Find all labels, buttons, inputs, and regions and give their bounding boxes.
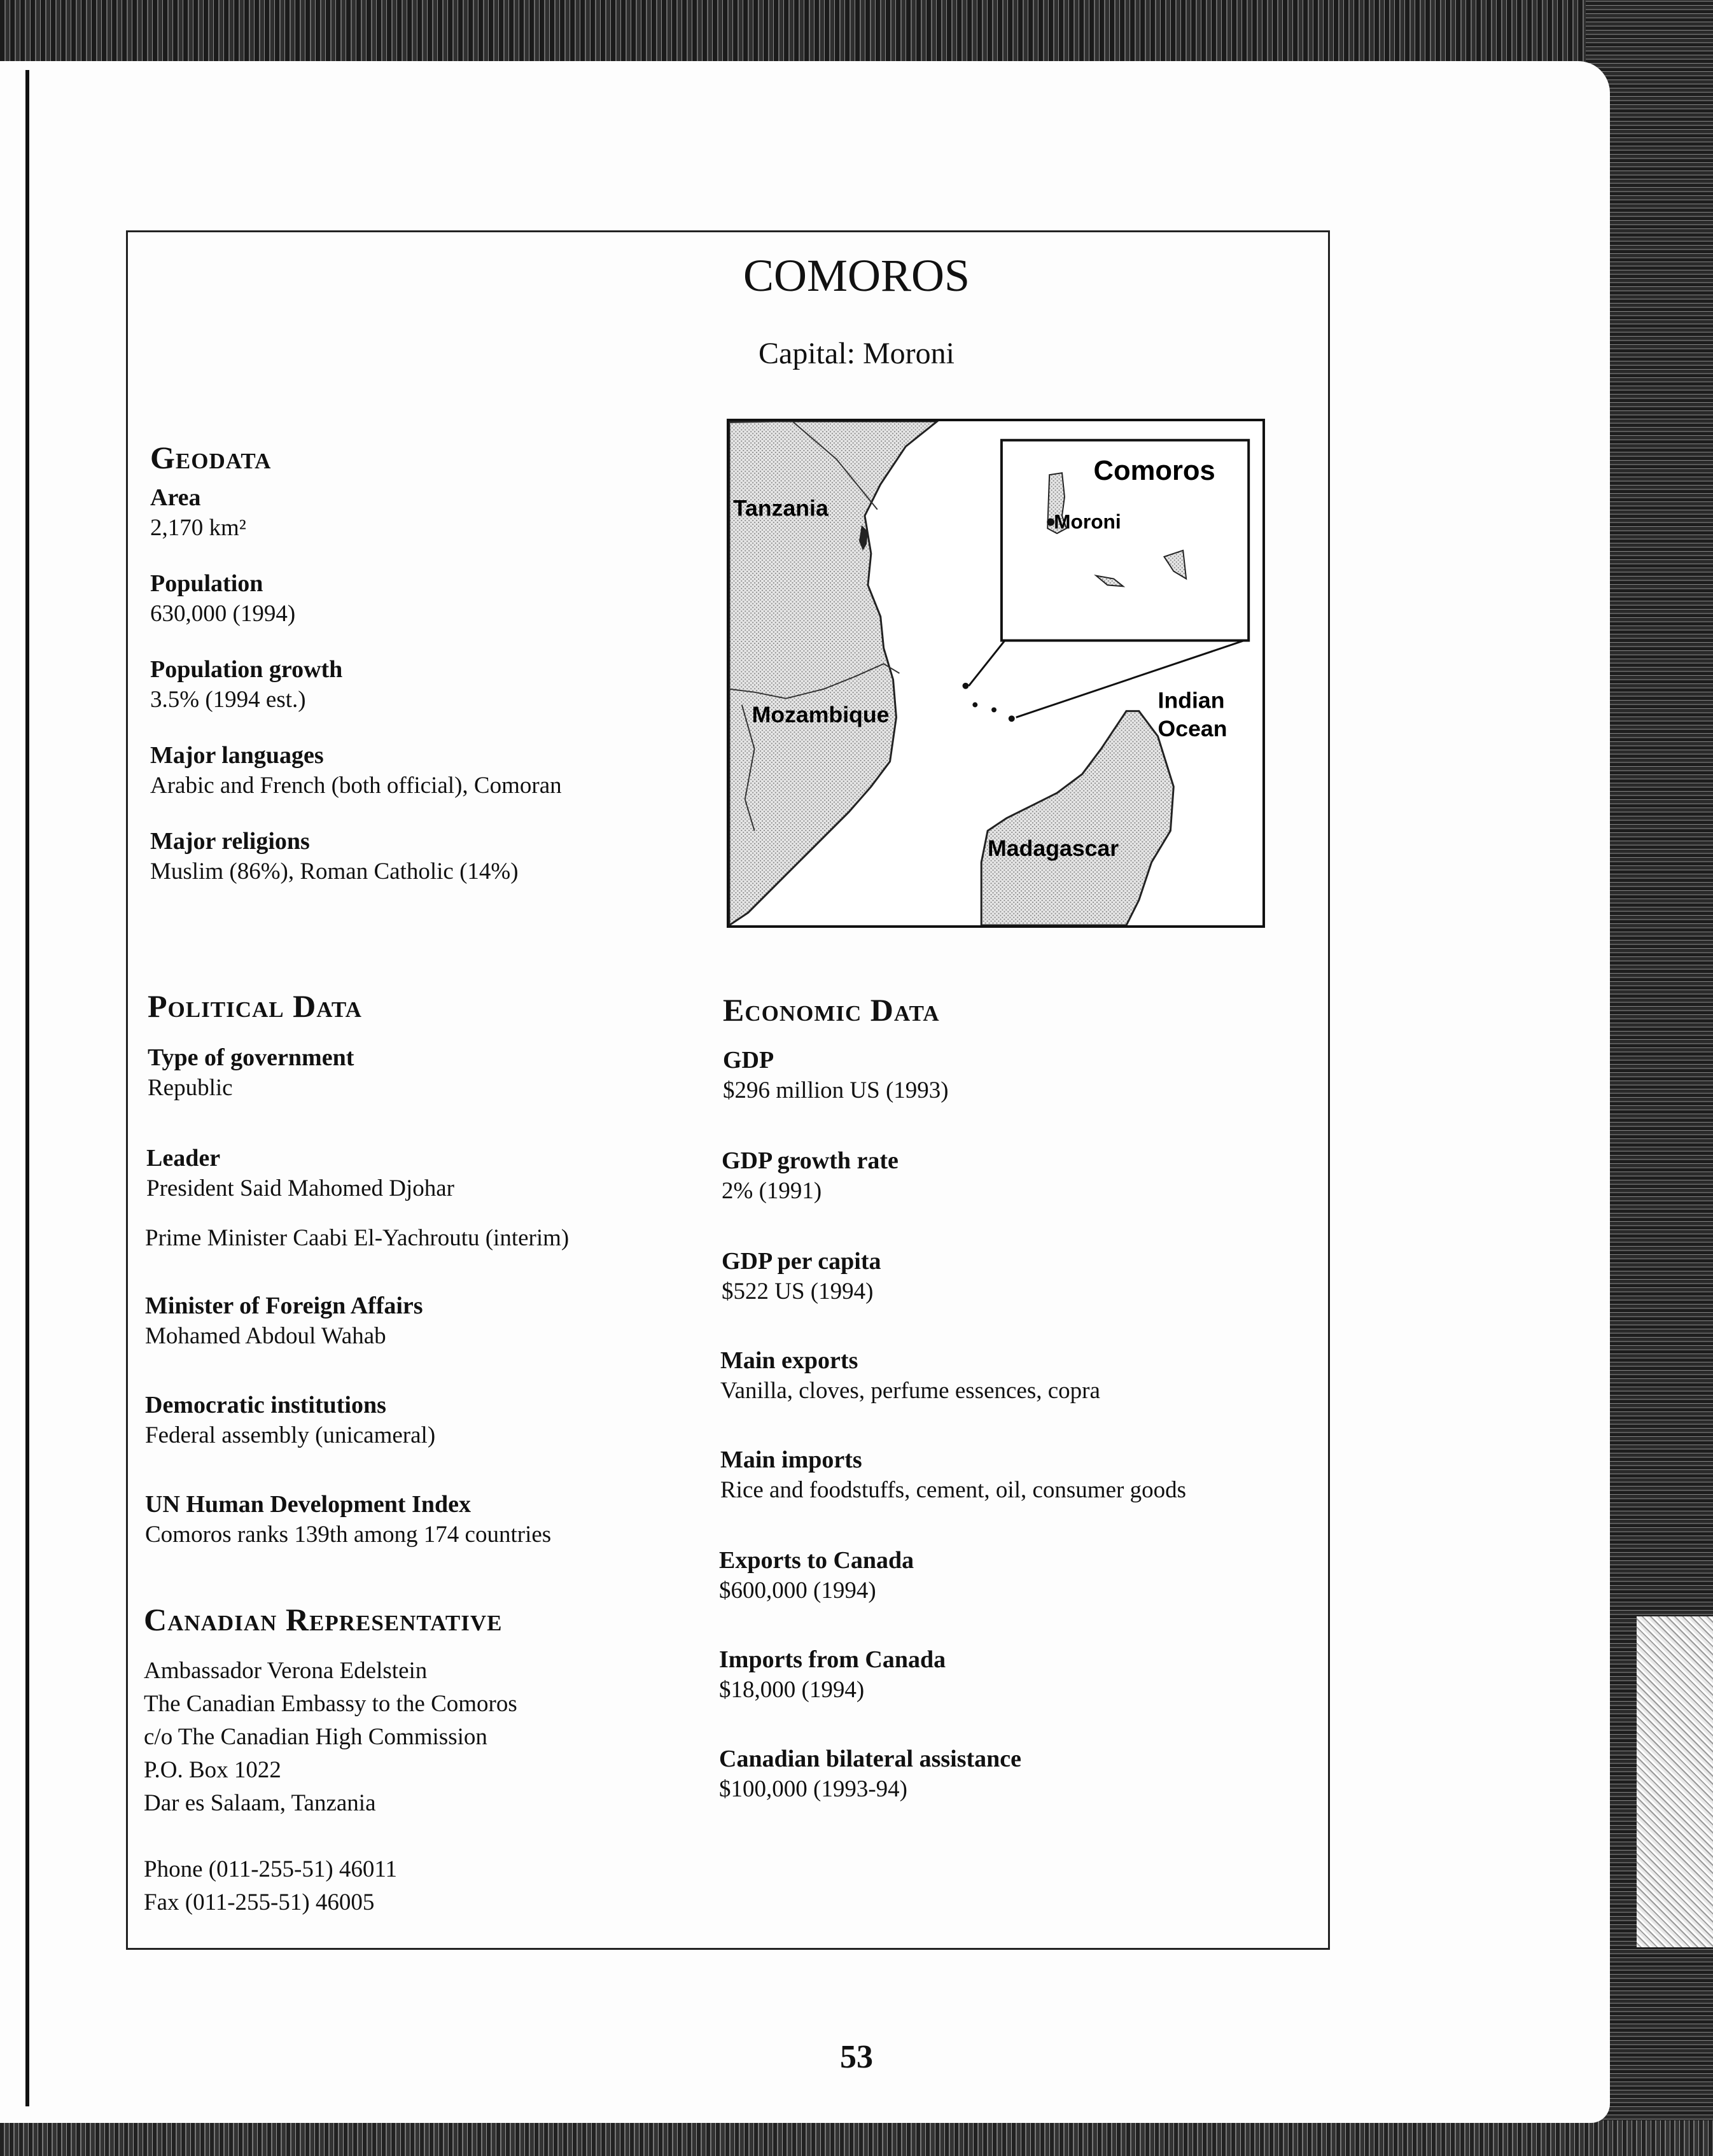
imports-canada-label: Imports from Canada (719, 1646, 946, 1673)
rep-line-2: The Canadian Embassy to the Comoros (144, 1691, 517, 1717)
madagascar-shape (981, 711, 1173, 925)
economic-heading: Economic Data (723, 992, 940, 1028)
religions-field (150, 826, 774, 887)
comoros-island-dot (991, 707, 996, 712)
page-number: 53 (840, 2039, 873, 2075)
religions-value: Muslim (86%), Roman Catholic (14%) (150, 858, 519, 885)
imports-canada-field (719, 1644, 1343, 1705)
canadian-rep-heading: Canadian Representative (144, 1602, 503, 1637)
population-growth-value: 3.5% (1994 est.) (150, 687, 306, 713)
population-growth-field (150, 654, 774, 715)
main-exports-value: Vanilla, cloves, perfume essences, copra (720, 1378, 1100, 1404)
exports-canada-field (719, 1545, 1343, 1606)
foreign-affairs-label: Minister of Foreign Affairs (145, 1292, 423, 1319)
main-imports-value: Rice and foodstuffs, cement, oil, consumer goods (720, 1477, 1186, 1503)
rep-line-3: c/o The Canadian High Commission (144, 1724, 487, 1750)
canadian-rep-address (144, 1655, 767, 1820)
government-field (148, 1042, 771, 1103)
capital-line: Capital: Moroni (759, 337, 954, 370)
scan-edge-top (0, 0, 1713, 64)
comoros-island-dot (963, 683, 969, 689)
rep-fax: Fax (011-255-51) 46005 (144, 1889, 375, 1915)
gdp-field (723, 1045, 1346, 1106)
population-value: 630,000 (1994) (150, 601, 296, 627)
ocean-label: Ocean (1157, 716, 1227, 741)
hdi-field (145, 1489, 769, 1550)
binding-line (25, 70, 29, 2106)
rep-phone: Phone (011-255-51) 46011 (144, 1856, 398, 1882)
gdp-growth-label: GDP growth rate (722, 1147, 898, 1174)
indian-label: Indian (1157, 687, 1225, 713)
gdp-label: GDP (723, 1047, 774, 1074)
languages-field (150, 740, 774, 801)
area-field (150, 482, 774, 543)
area-value: 2,170 km² (150, 515, 246, 541)
prime-minister-value: Prime Minister Caabi El-Yachroutu (interim) (145, 1225, 570, 1251)
leader-field (146, 1143, 770, 1204)
institutions-label: Democratic institutions (145, 1392, 386, 1418)
population-growth-label: Population growth (150, 656, 343, 683)
imports-canada-value: $18,000 (1994) (719, 1677, 865, 1703)
languages-label: Major languages (150, 742, 324, 769)
mozambique-label: Mozambique (752, 702, 890, 728)
government-value: Republic (148, 1075, 233, 1101)
gdp-value: $296 million US (1993) (723, 1077, 949, 1103)
scan-edge-bottom (0, 2120, 1713, 2156)
institutions-field (145, 1390, 769, 1451)
region-map (727, 419, 1265, 928)
population-label: Population (150, 570, 263, 597)
main-imports-label: Main imports (720, 1446, 862, 1473)
bilateral-value: $100,000 (1993-94) (719, 1776, 907, 1802)
comoros-island-dot (1009, 715, 1015, 722)
government-label: Type of government (148, 1044, 354, 1071)
map-graphic (729, 421, 1262, 925)
religions-label: Major religions (150, 828, 310, 855)
foreign-affairs-value: Mohamed Abdoul Wahab (145, 1323, 386, 1349)
gdp-growth-value: 2% (1991) (722, 1178, 822, 1204)
exports-canada-value: $600,000 (1994) (719, 1578, 876, 1604)
tanzania-label: Tanzania (732, 495, 829, 521)
hdi-value: Comoros ranks 139th among 174 countries (145, 1522, 552, 1548)
rep-line-5: Dar es Salaam, Tanzania (144, 1790, 376, 1816)
inset-title-label: Comoros (1093, 456, 1215, 487)
bilateral-field (719, 1744, 1343, 1805)
page-title: COMOROS (743, 250, 970, 301)
hdi-label: UN Human Development Index (145, 1491, 471, 1518)
bilateral-label: Canadian bilateral assistance (719, 1746, 1022, 1772)
institutions-value: Federal assembly (unicameral) (145, 1422, 436, 1448)
rep-line-4: P.O. Box 1022 (144, 1757, 281, 1783)
gdp-growth-field (722, 1145, 1345, 1207)
foreign-affairs-field (145, 1291, 769, 1352)
languages-value: Arabic and French (both official), Comoran (150, 773, 562, 799)
prime-minister-field (145, 1223, 769, 1254)
moroni-label: Moroni (1054, 510, 1121, 533)
exports-canada-label: Exports to Canada (719, 1547, 914, 1574)
leader-value: President Said Mahomed Djohar (146, 1175, 454, 1201)
main-exports-label: Main exports (720, 1347, 858, 1374)
gdp-per-capita-label: GDP per capita (722, 1248, 881, 1275)
madagascar-label: Madagascar (988, 836, 1119, 862)
political-heading: Political Data (148, 988, 362, 1024)
comoros-island-dot (972, 703, 977, 708)
main-imports-field (720, 1445, 1344, 1506)
gdp-per-capita-value: $522 US (1994) (722, 1278, 874, 1305)
rep-line-1: Ambassador Verona Edelstein (144, 1658, 428, 1684)
canadian-rep-contact (144, 1853, 767, 1919)
population-field (150, 568, 774, 629)
gdp-per-capita-field (722, 1246, 1345, 1307)
main-exports-field (720, 1345, 1344, 1406)
geodata-heading: Geodata (150, 440, 272, 475)
leader-label: Leader (146, 1145, 221, 1172)
area-label: Area (150, 484, 201, 511)
scan-noise-patch (1637, 1616, 1713, 1947)
